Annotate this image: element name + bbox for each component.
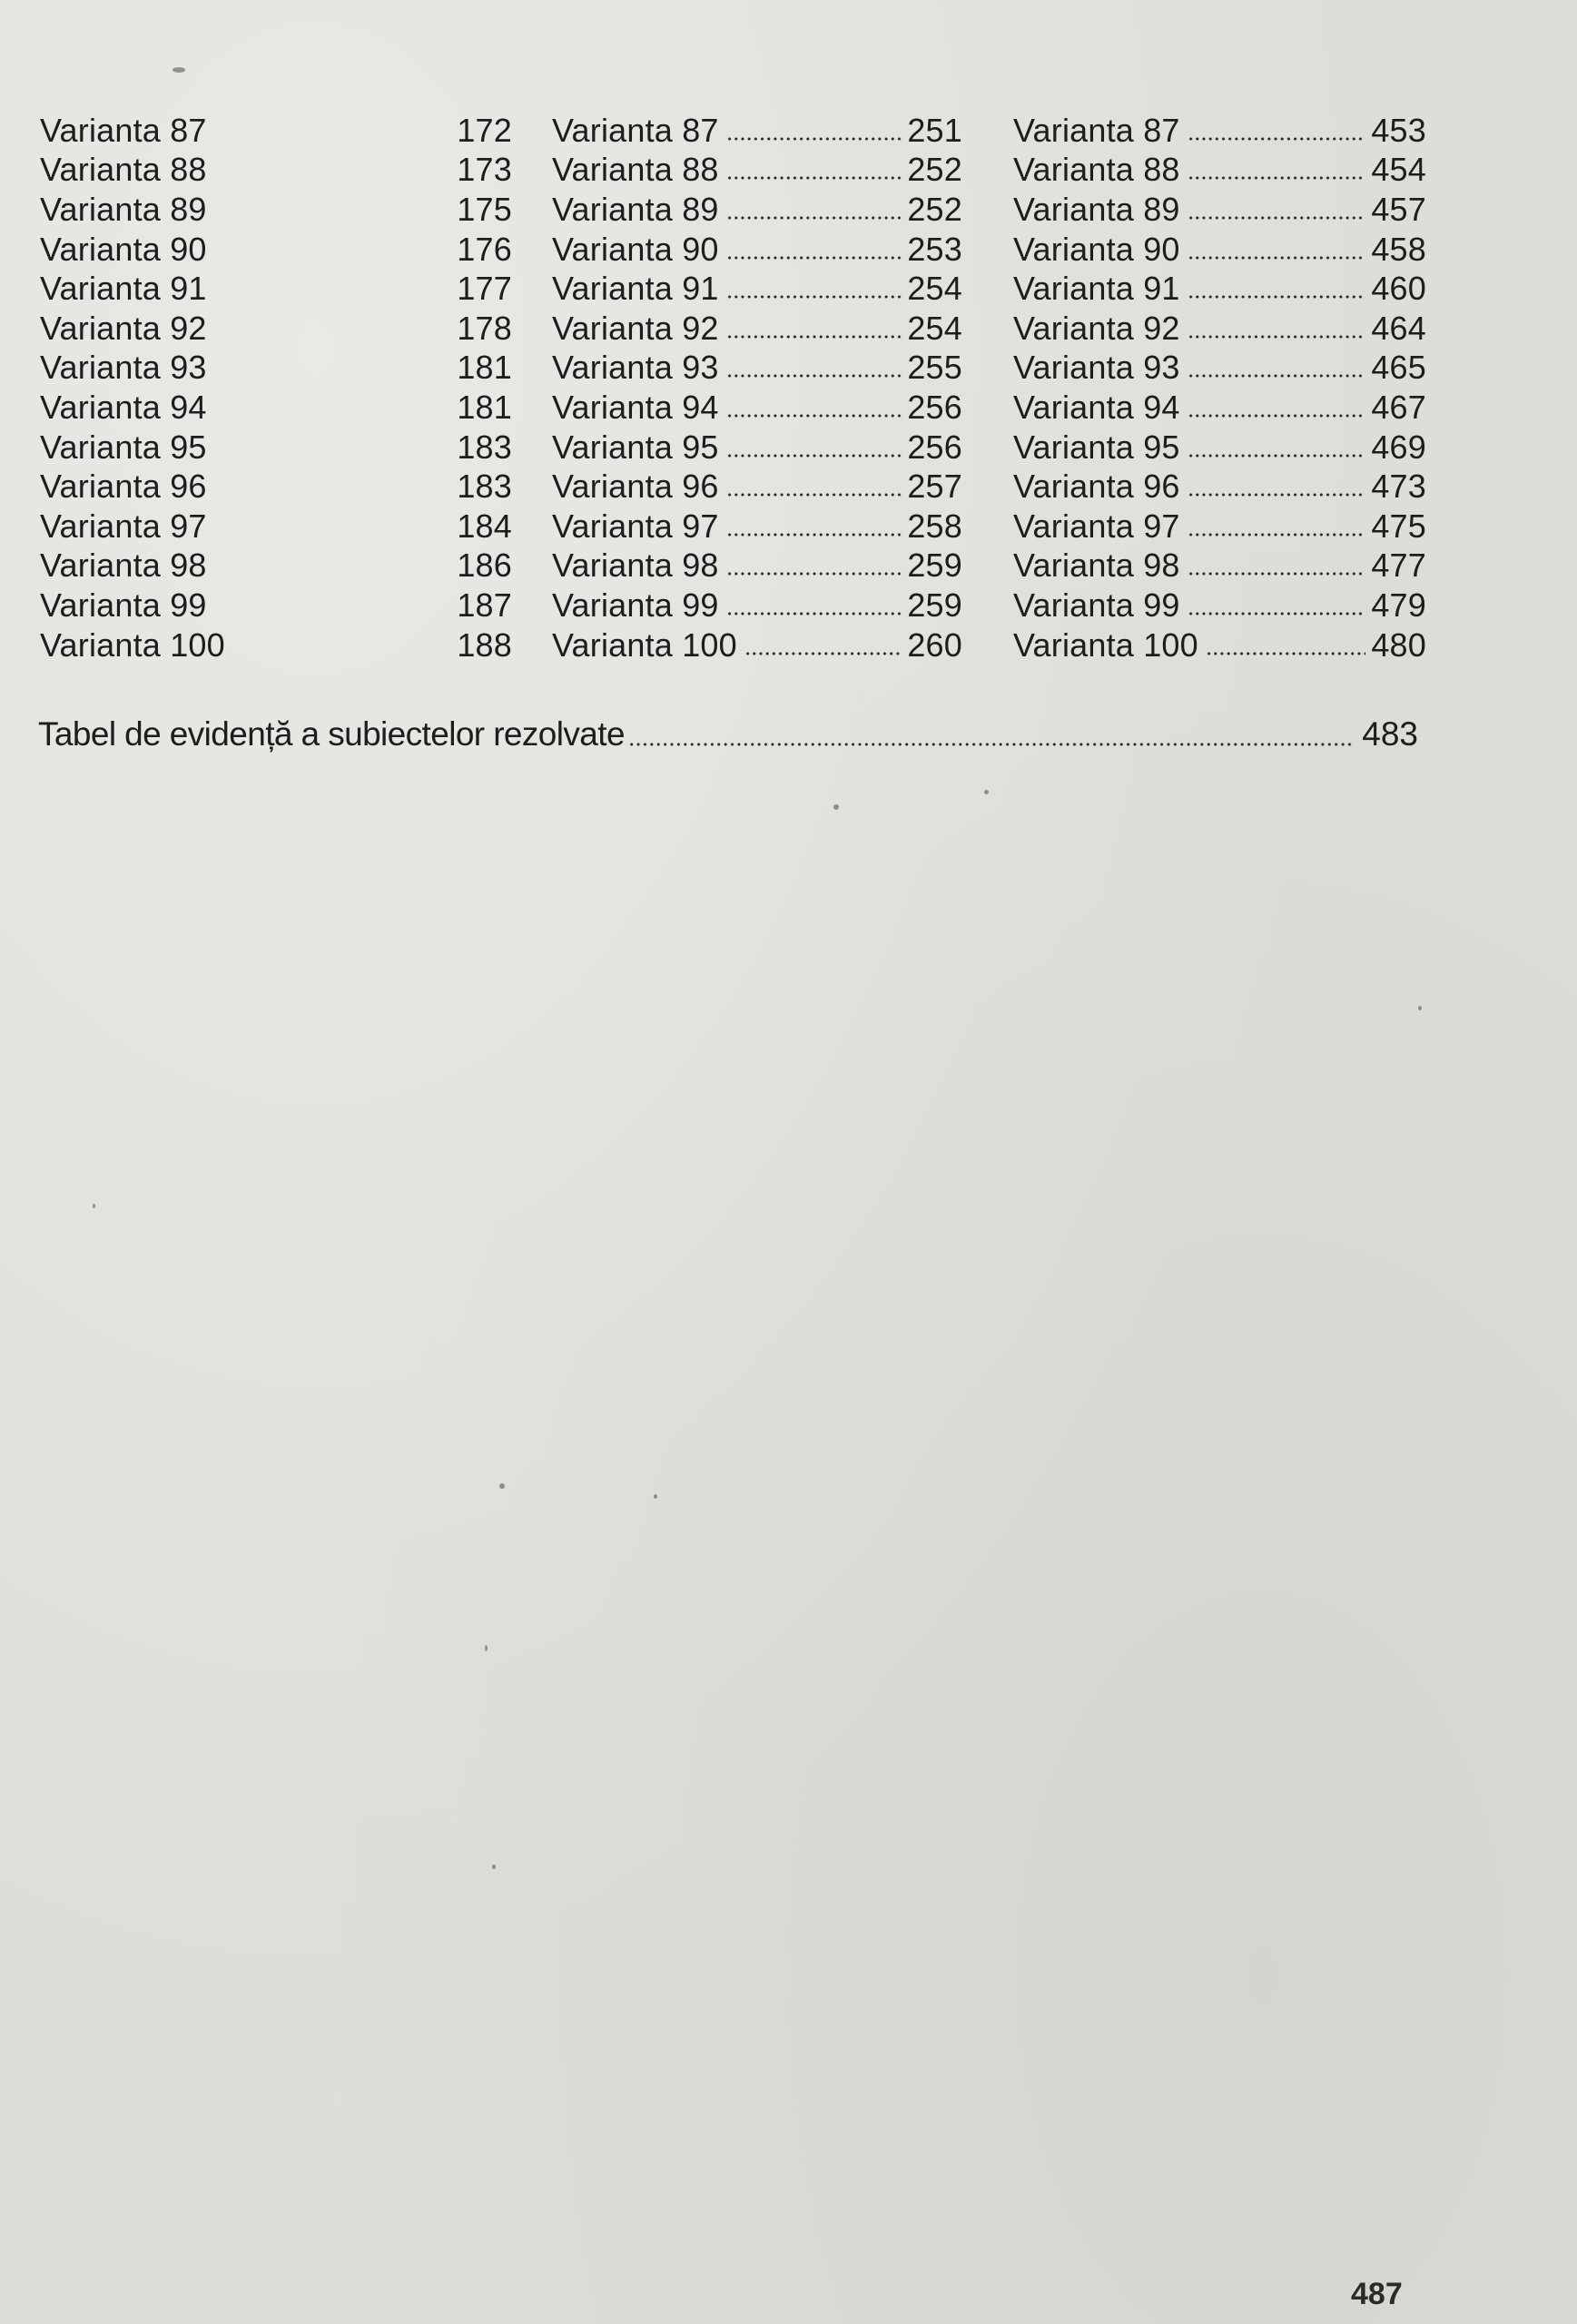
toc-entry-label: Varianta 96 <box>1013 468 1180 506</box>
toc-entry <box>552 507 962 547</box>
toc-entry-label: Varianta 90 <box>1013 230 1180 268</box>
toc-entry <box>1013 190 1426 230</box>
toc-entry <box>1013 625 1426 665</box>
toc-entry-label: Varianta 88 <box>552 151 719 189</box>
scan-speck <box>1418 1006 1422 1010</box>
toc-entry-page: 186 <box>457 547 512 585</box>
toc-column-2 <box>552 111 962 665</box>
toc-entry-page: 187 <box>457 586 512 624</box>
toc-entry-label: Varianta 87 <box>1013 111 1180 149</box>
toc-entry-label: Varianta 93 <box>552 349 719 387</box>
scan-speck <box>499 1483 505 1489</box>
scan-speck <box>492 1865 496 1869</box>
toc-entry-page: 467 <box>1371 388 1426 426</box>
toc-entry <box>552 547 962 586</box>
toc-entry-label: Varianta 97 <box>552 507 719 545</box>
scan-speck <box>654 1494 657 1499</box>
toc-entry <box>1013 349 1426 389</box>
toc-entry-page: 259 <box>907 547 962 585</box>
toc-entry-page: 257 <box>907 468 962 506</box>
toc-entry-label: Varianta 99 <box>1013 586 1180 624</box>
toc-entry-label: Varianta 98 <box>40 547 207 585</box>
toc-entry <box>40 507 512 547</box>
toc-entry <box>1013 586 1426 625</box>
toc-entry-label: Varianta 99 <box>552 586 719 624</box>
dot-leader <box>726 137 902 141</box>
dot-leader <box>1188 612 1366 615</box>
dot-leader <box>726 612 902 615</box>
summary-page: 483 <box>1362 715 1418 753</box>
toc-entry <box>40 428 512 468</box>
toc-entry <box>1013 230 1426 270</box>
toc-entry <box>1013 269 1426 309</box>
toc-entry <box>40 190 512 230</box>
dot-leader <box>1188 533 1366 537</box>
toc-entry-label: Varianta 94 <box>40 388 207 426</box>
toc-entry <box>40 309 512 349</box>
toc-entry-label: Varianta 93 <box>1013 349 1180 387</box>
toc-column-1 <box>40 111 512 665</box>
toc-entry-label: Varianta 98 <box>552 547 719 585</box>
toc-entry-label: Varianta 92 <box>1013 309 1180 347</box>
dot-leader <box>1188 295 1366 299</box>
dot-leader <box>726 295 902 299</box>
toc-entry <box>40 586 512 625</box>
toc-entry-page: 259 <box>907 586 962 624</box>
toc-entry <box>40 349 512 389</box>
toc-entry-label: Varianta 94 <box>552 388 719 426</box>
dot-leader <box>726 493 902 497</box>
dot-leader <box>726 256 902 260</box>
toc-entry-page: 256 <box>907 388 962 426</box>
dot-leader <box>1188 572 1366 576</box>
summary-label: Tabel de evidență a subiectelor rezolvate <box>38 715 625 753</box>
toc-entry-page: 175 <box>457 190 512 228</box>
toc-entry-page: 253 <box>907 230 962 268</box>
toc-entry-label: Varianta 91 <box>1013 270 1180 308</box>
toc-entry-label: Varianta 87 <box>40 111 207 149</box>
toc-entry-label: Varianta 91 <box>40 270 207 308</box>
toc-entry <box>40 625 512 665</box>
toc-entry-page: 260 <box>907 625 962 664</box>
dot-leader <box>726 374 902 378</box>
toc-entry <box>552 151 962 191</box>
toc-entry-label: Varianta 92 <box>552 309 719 347</box>
toc-entry <box>40 269 512 309</box>
toc-entry-page: 477 <box>1371 547 1426 585</box>
toc-entry <box>552 349 962 389</box>
toc-entry <box>1013 388 1426 428</box>
toc-entry-label: Varianta 89 <box>552 190 719 228</box>
toc-entry <box>552 190 962 230</box>
toc-entry-page: 254 <box>907 270 962 308</box>
toc-entry-label: Varianta 100 <box>552 625 737 664</box>
dot-leader <box>628 743 1355 746</box>
toc-entry <box>40 467 512 507</box>
toc-entry-label: Varianta 87 <box>552 111 719 149</box>
toc-entry <box>552 428 962 468</box>
toc-entry-label: Varianta 99 <box>40 586 207 624</box>
dot-leader <box>744 652 902 655</box>
toc-entry-label: Varianta 89 <box>40 190 207 228</box>
toc-entry-page: 458 <box>1371 230 1426 268</box>
toc-entry-page: 453 <box>1371 111 1426 149</box>
toc-entry <box>552 625 962 665</box>
toc-entry <box>40 151 512 191</box>
toc-entry-page: 256 <box>907 428 962 466</box>
toc-entry <box>552 269 962 309</box>
toc-entry-page: 252 <box>907 151 962 189</box>
toc-entry <box>552 388 962 428</box>
toc-entry <box>1013 547 1426 586</box>
toc-entry-label: Varianta 91 <box>552 270 719 308</box>
toc-entry <box>40 388 512 428</box>
toc-entry-page: 181 <box>457 388 512 426</box>
scan-speck <box>833 804 839 810</box>
dot-leader <box>726 216 902 220</box>
dot-leader <box>1188 216 1366 220</box>
toc-entry-label: Varianta 96 <box>552 468 719 506</box>
toc-entry-label: Varianta 88 <box>1013 151 1180 189</box>
toc-entry <box>552 230 962 270</box>
scan-speck <box>93 1204 95 1208</box>
toc-entry-page: 460 <box>1371 270 1426 308</box>
toc-entry-page: 473 <box>1371 468 1426 506</box>
toc-entry-page: 252 <box>907 190 962 228</box>
dot-leader <box>726 454 902 458</box>
toc-entry <box>552 467 962 507</box>
scan-speck <box>984 790 989 794</box>
toc-entry-page: 251 <box>907 111 962 149</box>
toc-entry <box>1013 111 1426 151</box>
toc-entry-page: 172 <box>457 111 512 149</box>
toc-entry-page: 464 <box>1371 309 1426 347</box>
dot-leader <box>1188 414 1366 418</box>
dot-leader <box>1188 176 1366 180</box>
page-number: 487 <box>1351 2277 1403 2311</box>
toc-entry <box>1013 428 1426 468</box>
scan-speck <box>172 67 185 73</box>
toc-entry-page: 475 <box>1371 507 1426 545</box>
toc-entry-page: 183 <box>457 428 512 466</box>
toc-column-3 <box>1013 111 1426 665</box>
toc-entry <box>1013 309 1426 349</box>
toc-entry-label: Varianta 92 <box>40 309 207 347</box>
toc-entry-page: 173 <box>457 151 512 189</box>
toc-entry-label: Varianta 98 <box>1013 547 1180 585</box>
dot-leader <box>726 176 902 180</box>
toc-entry-label: Varianta 95 <box>1013 428 1180 466</box>
dot-leader <box>726 572 902 576</box>
toc-entry-label: Varianta 100 <box>1013 625 1198 664</box>
dot-leader <box>1188 335 1366 339</box>
toc-entry <box>40 111 512 151</box>
dot-leader <box>1188 454 1366 458</box>
toc-entry <box>1013 467 1426 507</box>
toc-entry-label: Varianta 97 <box>1013 507 1180 545</box>
summary-entry <box>38 713 1418 756</box>
toc-entry-label: Varianta 93 <box>40 349 207 387</box>
toc-entry <box>552 111 962 151</box>
toc-entry <box>1013 151 1426 191</box>
toc-entry-page: 188 <box>457 625 512 664</box>
toc-entry-label: Varianta 96 <box>40 468 207 506</box>
toc-entry <box>40 230 512 270</box>
toc-entry <box>552 586 962 625</box>
toc-entry-page: 480 <box>1371 625 1426 664</box>
toc-entry-label: Varianta 88 <box>40 151 207 189</box>
toc-entry-label: Varianta 95 <box>40 428 207 466</box>
toc-entry-label: Varianta 89 <box>1013 190 1180 228</box>
dot-leader <box>1206 652 1365 655</box>
dot-leader <box>1188 493 1366 497</box>
toc-entry-page: 258 <box>907 507 962 545</box>
toc-entry <box>1013 507 1426 547</box>
toc-entry-label: Varianta 90 <box>552 230 719 268</box>
dot-leader <box>1188 374 1366 378</box>
toc-entry-label: Varianta 94 <box>1013 388 1180 426</box>
dot-leader <box>726 414 902 418</box>
toc-entry-page: 177 <box>457 270 512 308</box>
toc-entry-page: 469 <box>1371 428 1426 466</box>
toc-entry-label: Varianta 97 <box>40 507 207 545</box>
toc-entry-label: Varianta 95 <box>552 428 719 466</box>
toc-entry-label: Varianta 100 <box>40 625 225 664</box>
toc-entry-page: 176 <box>457 230 512 268</box>
toc-entry-page: 465 <box>1371 349 1426 387</box>
toc-entry-page: 454 <box>1371 151 1426 189</box>
toc-entry-page: 178 <box>457 309 512 347</box>
toc-entry <box>40 547 512 586</box>
toc-entry-page: 255 <box>907 349 962 387</box>
toc-entry-label: Varianta 90 <box>40 230 207 268</box>
toc-entry-page: 184 <box>457 507 512 545</box>
toc-entry-page: 183 <box>457 468 512 506</box>
scan-speck <box>485 1645 488 1651</box>
dot-leader <box>1188 256 1366 260</box>
dot-leader <box>726 533 902 537</box>
toc-entry-page: 254 <box>907 309 962 347</box>
toc-entry-page: 181 <box>457 349 512 387</box>
toc-entry-page: 479 <box>1371 586 1426 624</box>
dot-leader <box>1188 137 1366 141</box>
dot-leader <box>726 335 902 339</box>
toc-entry <box>552 309 962 349</box>
toc-entry-page: 457 <box>1371 190 1426 228</box>
